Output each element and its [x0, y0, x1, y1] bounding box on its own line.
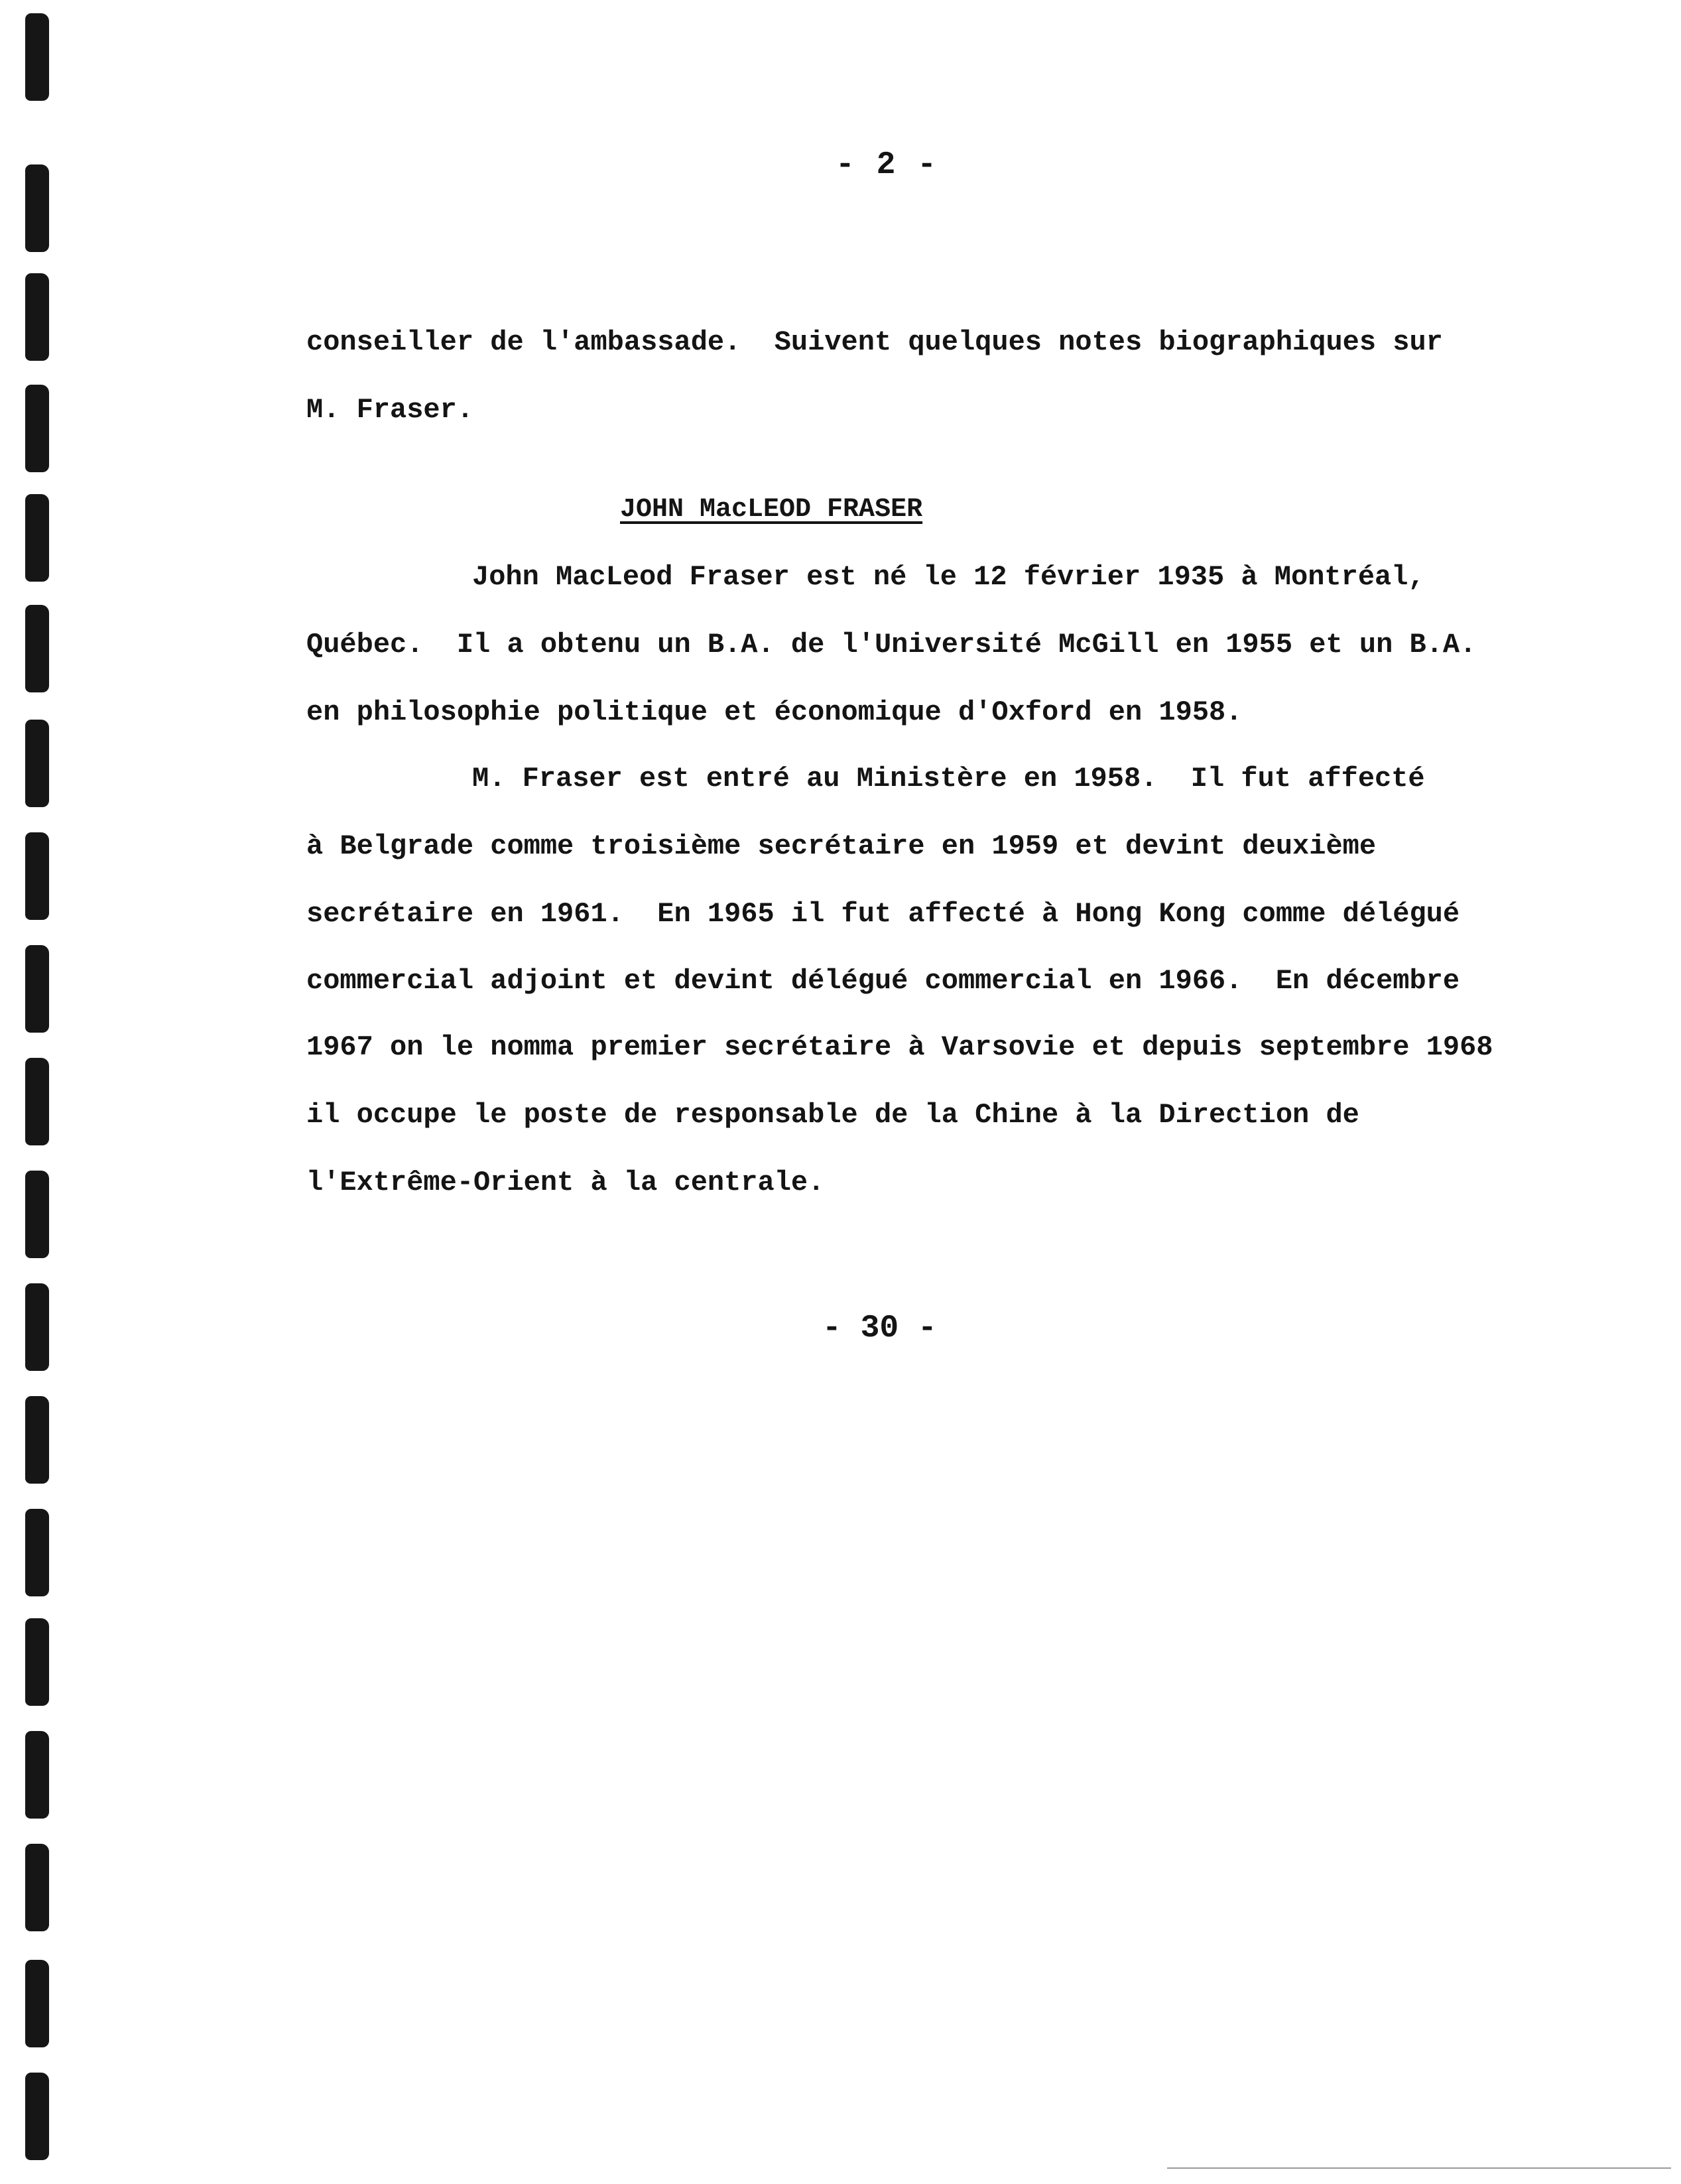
paragraph-1-line: John MacLeod Fraser est né le 12 février 1935 à Montréal,	[472, 561, 1425, 593]
intro-line: conseiller de l'ambassade. Suivent quelques notes biographiques sur	[306, 326, 1443, 358]
binding-hole-mark	[25, 2073, 49, 2160]
binding-hole-mark	[25, 1844, 49, 1931]
binding-hole-mark	[25, 494, 49, 582]
binding-hole-mark	[25, 1960, 49, 2047]
binding-hole-mark	[25, 273, 49, 361]
paragraph-2-line: M. Fraser est entré au Ministère en 1958. Il fut affecté	[472, 763, 1425, 795]
binding-hole-mark	[25, 13, 49, 101]
page-edge-line	[1167, 2167, 1671, 2169]
paragraph-2-line: commercial adjoint et devint délégué commercial en 1966. En décembre	[306, 965, 1460, 997]
paragraph-2-line: il occupe le poste de responsable de la Chine à la Direction de	[306, 1099, 1359, 1131]
section-title: JOHN MacLEOD FRASER	[620, 495, 923, 525]
binding-hole-mark	[25, 720, 49, 807]
binding-hole-mark	[25, 1283, 49, 1371]
paragraph-2-line: secrétaire en 1961. En 1965 il fut affecté à Hong Kong comme délégué	[306, 898, 1460, 930]
paragraph-2-line: 1967 on le nomma premier secrétaire à Varsovie et depuis septembre 1968	[306, 1031, 1493, 1063]
binding-hole-mark	[25, 164, 49, 252]
binding-hole-mark	[25, 385, 49, 472]
paragraph-1-line: Québec. Il a obtenu un B.A. de l'Université McGill en 1955 et un B.A.	[306, 629, 1477, 661]
footer-page-number: - 30 -	[822, 1311, 937, 1346]
binding-hole-mark	[25, 1509, 49, 1596]
binding-hole-mark	[25, 605, 49, 692]
paragraph-1-line: en philosophie politique et économique d'Oxford en 1958.	[306, 696, 1243, 728]
binding-hole-mark	[25, 945, 49, 1033]
binding-holes	[25, 0, 52, 2184]
binding-hole-mark	[25, 1058, 49, 1145]
binding-hole-mark	[25, 1396, 49, 1484]
binding-hole-mark	[25, 1171, 49, 1258]
binding-hole-mark	[25, 1731, 49, 1819]
paragraph-2-line: à Belgrade comme troisième secrétaire en 1959 et devint deuxième	[306, 830, 1377, 862]
header-page-number: - 2 -	[836, 147, 938, 183]
binding-hole-mark	[25, 1618, 49, 1706]
paragraph-2-line: l'Extrême-Orient à la centrale.	[306, 1167, 825, 1198]
binding-hole-mark	[25, 832, 49, 920]
intro-line: M. Fraser.	[306, 394, 474, 426]
